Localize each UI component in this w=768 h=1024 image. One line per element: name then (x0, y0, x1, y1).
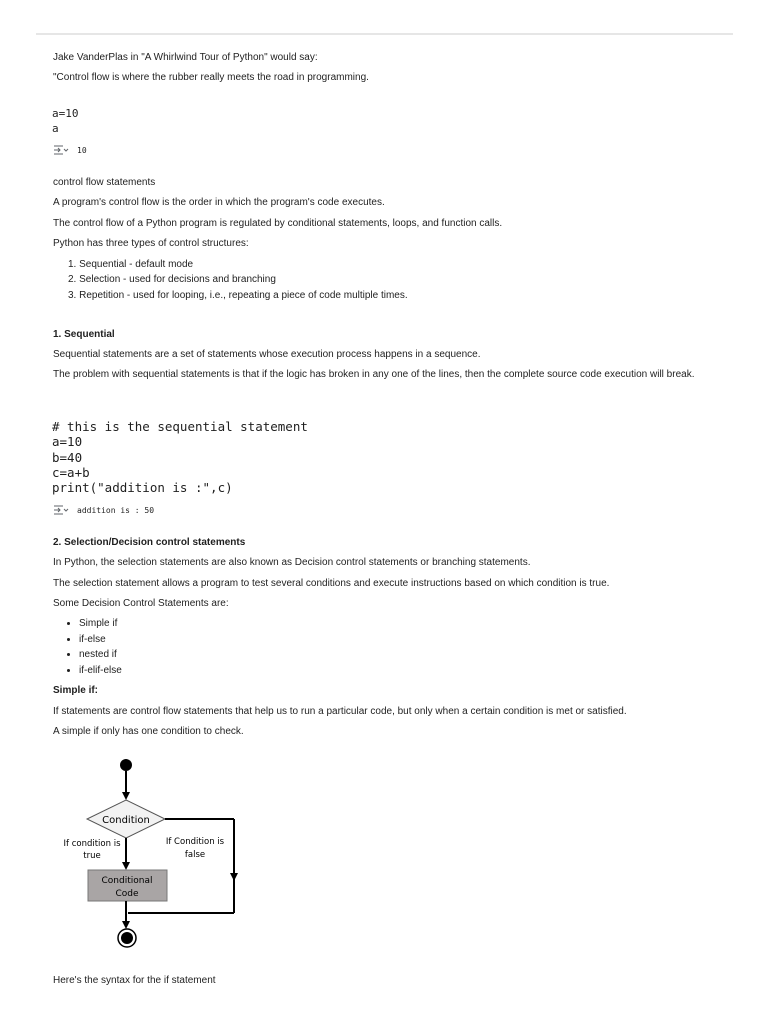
output-text: addition is : 50 (77, 505, 155, 515)
false-label-line-2: false (184, 850, 206, 860)
bullet-dot (67, 622, 70, 625)
false-label-line-1: If Condition is (165, 837, 225, 847)
true-label-line-2: true (83, 851, 101, 861)
code-line: a=10 (52, 434, 83, 450)
sequential-p2: The problem with sequential statements is that if the logic has broken in any one of the lines, then the complete source code execution will break. (53, 369, 695, 380)
list-item: if-else (79, 634, 106, 645)
list-item: 2. Selection - used for decisions and branching (68, 274, 276, 285)
control-heading: control flow statements (53, 177, 156, 188)
start-node (120, 759, 132, 771)
footer-text: Here's the syntax for the if statement (53, 975, 216, 986)
intro-line-1: Jake VanderPlas in "A Whirlwind Tour of Python" would say: (53, 52, 318, 63)
control-p3: Python has three types of control structures: (53, 238, 249, 249)
output-arrow-icon[interactable] (53, 144, 69, 156)
list-item: 1. Sequential - default mode (68, 259, 194, 270)
output-1 (53, 144, 87, 156)
bullet-dot (67, 653, 70, 656)
bullet-dot (67, 669, 70, 672)
code-line: a=10 (52, 107, 79, 120)
code-line: b=40 (52, 449, 83, 465)
selection-p2: The selection statement allows a program to test several conditions and execute instructions based on which condition is true. (53, 578, 610, 589)
sequential-heading: 1. Sequential (53, 329, 115, 340)
code-line: a (52, 122, 59, 135)
selection-p3: Some Decision Control Statements are: (53, 598, 229, 609)
box-label-line-1: Conditional (101, 876, 153, 886)
selection-p1: In Python, the selection statements are also known as Decision control statements or branching statements. (53, 557, 531, 568)
box-label-line-2: Code (115, 889, 139, 899)
code-line: c=a+b (52, 464, 90, 480)
output-2 (53, 504, 154, 516)
control-p2: The control flow of a Python program is regulated by conditional statements, loops, and function calls. (53, 218, 503, 229)
simple-if-p2: A simple if only has one condition to check. (53, 726, 244, 737)
list-item: if-elif-else (79, 665, 122, 676)
simple-if-heading: Simple if: (53, 685, 99, 696)
end-node (121, 932, 133, 944)
code-cell-2[interactable] (52, 419, 308, 495)
control-p1: A program's control flow is the order in which the program's code executes. (53, 197, 385, 208)
list-item: 3. Repetition - used for looping, i.e., repeating a piece of code multiple times. (68, 290, 408, 301)
true-label-line-1: If condition is (63, 839, 121, 849)
if-flowchart (55, 755, 245, 950)
sequential-p1: Sequential statements are a set of statements whose execution process happens in a sequence. (53, 349, 481, 360)
condition-label: Condition (102, 815, 150, 826)
simple-if-p1: If statements are control flow statements that help us to run a particular code, but only when a certain condition is met or satisfied. (53, 706, 627, 717)
selection-heading: 2. Selection/Decision control statements (53, 537, 246, 548)
code-cell-1[interactable] (52, 106, 79, 136)
code-line: print("addition is :",c) (52, 480, 233, 496)
output-text: 10 (77, 145, 87, 155)
top-divider (36, 33, 733, 35)
output-arrow-icon[interactable] (53, 504, 69, 516)
list-item: nested if (79, 649, 117, 660)
list-item: Simple if (79, 618, 118, 629)
code-line: # this is the sequential statement (52, 419, 308, 434)
bullet-dot (67, 638, 70, 641)
intro-line-2: "Control flow is where the rubber really meets the road in programming. (53, 72, 369, 83)
